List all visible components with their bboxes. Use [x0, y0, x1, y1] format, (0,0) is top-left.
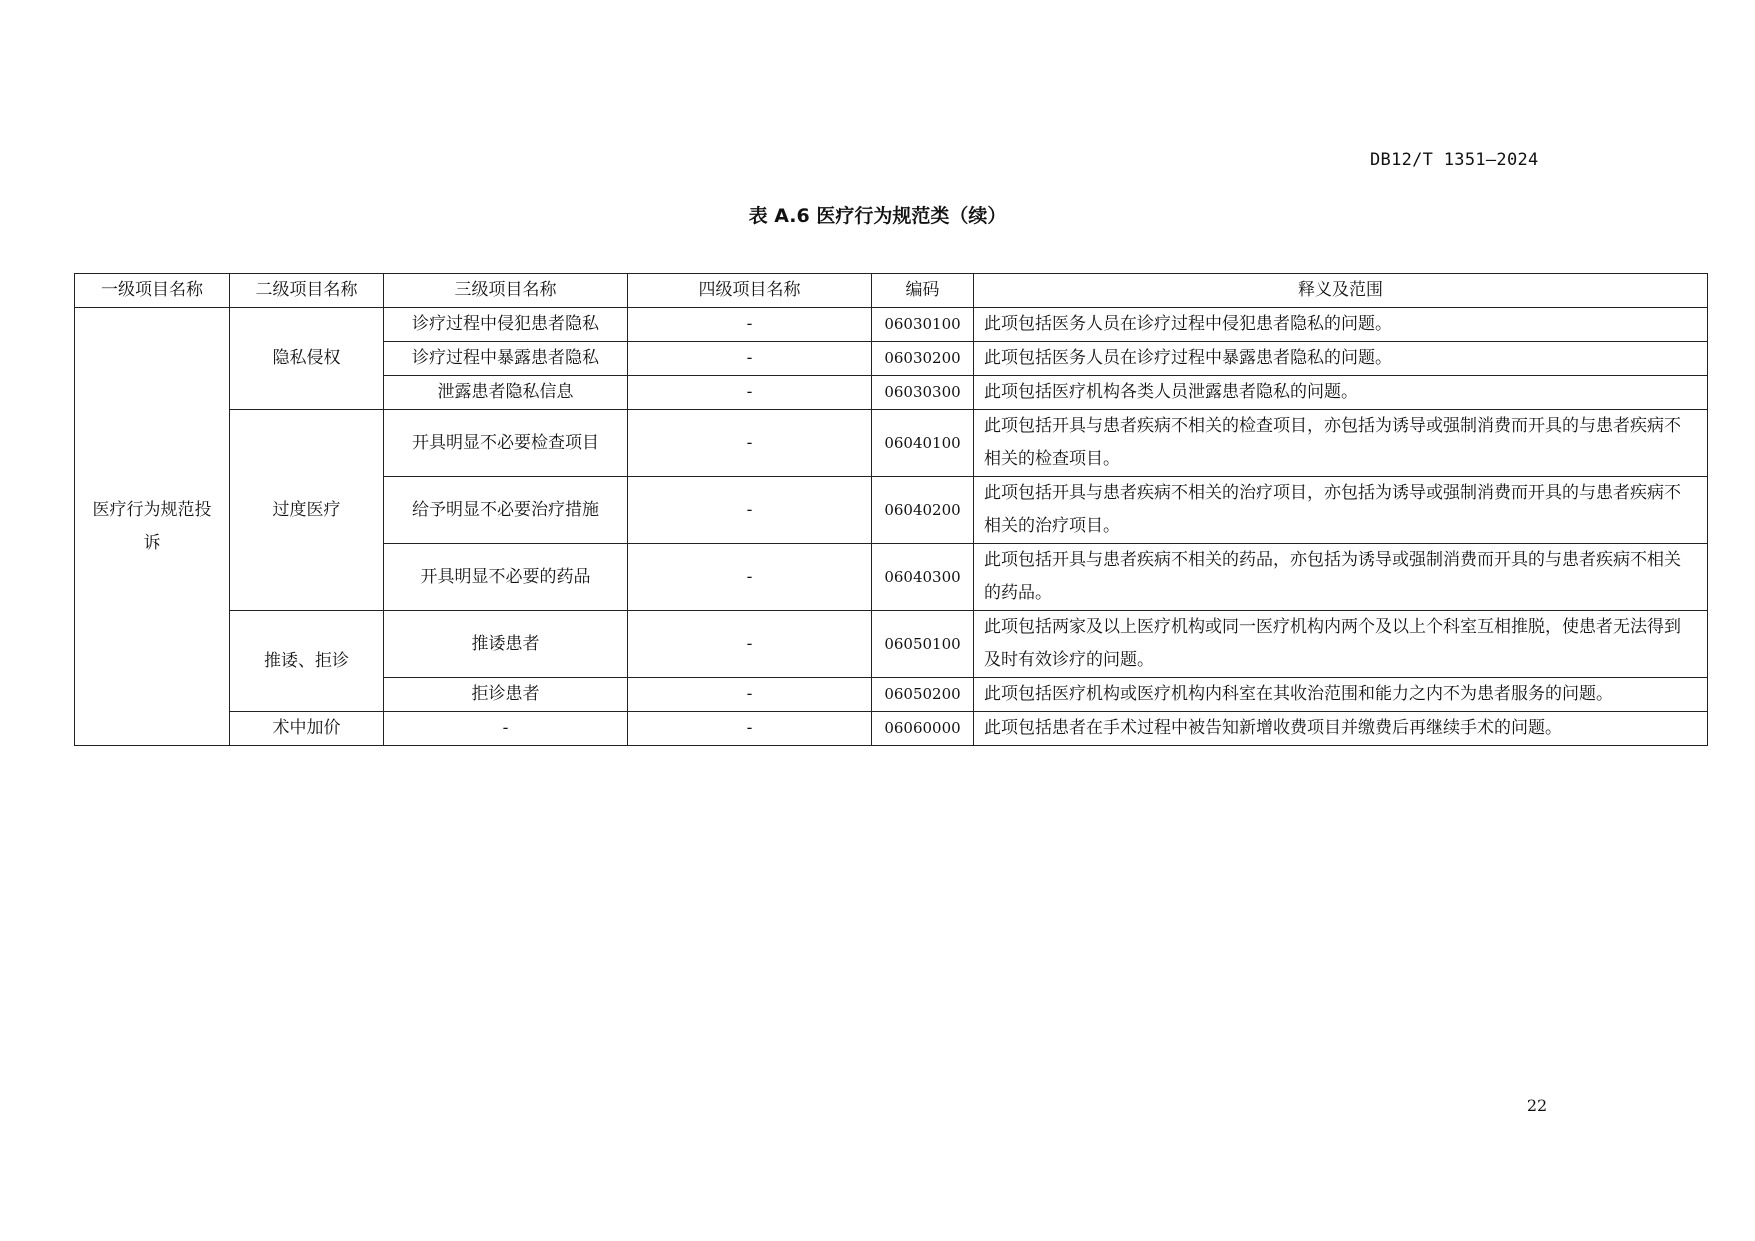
level4-cell: - [628, 611, 872, 678]
level4-cell: - [628, 376, 872, 410]
level3-cell: 拒诊患者 [384, 678, 628, 712]
column-header: 一级项目名称 [75, 274, 230, 308]
code-cell: 06040300 [872, 544, 974, 611]
table-row [75, 611, 1708, 678]
level3-cell: 开具明显不必要检查项目 [384, 410, 628, 477]
description-cell: 此项包括医务人员在诊疗过程中侵犯患者隐私的问题。 [974, 308, 1708, 342]
level3-cell: 推诿患者 [384, 611, 628, 678]
code-cell: 06040100 [872, 410, 974, 477]
level3-cell: - [384, 712, 628, 746]
level2-cell: 过度医疗 [230, 410, 384, 611]
column-header: 四级项目名称 [628, 274, 872, 308]
level2-cell: 隐私侵权 [230, 308, 384, 410]
code-cell: 06030200 [872, 342, 974, 376]
level3-cell: 诊疗过程中暴露患者隐私 [384, 342, 628, 376]
level3-cell: 开具明显不必要的药品 [384, 544, 628, 611]
level4-cell: - [628, 410, 872, 477]
code-cell: 06030300 [872, 376, 974, 410]
level3-cell: 给予明显不必要治疗措施 [384, 477, 628, 544]
level4-cell: - [628, 342, 872, 376]
code-cell: 06050200 [872, 678, 974, 712]
description-cell: 此项包括医务人员在诊疗过程中暴露患者隐私的问题。 [974, 342, 1708, 376]
level4-cell: - [628, 712, 872, 746]
classification-table [74, 273, 1708, 746]
level4-cell: - [628, 308, 872, 342]
table-row [75, 308, 1708, 342]
code-cell: 06050100 [872, 611, 974, 678]
page-number: 22 [1526, 1096, 1548, 1115]
column-header: 二级项目名称 [230, 274, 384, 308]
level2-cell: 术中加价 [230, 712, 384, 746]
code-cell: 06030100 [872, 308, 974, 342]
description-cell: 此项包括医疗机构各类人员泄露患者隐私的问题。 [974, 376, 1708, 410]
column-header: 三级项目名称 [384, 274, 628, 308]
column-header: 释义及范围 [974, 274, 1708, 308]
description-cell: 此项包括开具与患者疾病不相关的检查项目，亦包括为诱导或强制消费而开具的与患者疾病不相关的检查项目。 [974, 410, 1708, 477]
level4-cell: - [628, 678, 872, 712]
description-cell: 此项包括医疗机构或医疗机构内科室在其收治范围和能力之内不为患者服务的问题。 [974, 678, 1708, 712]
code-cell: 06040200 [872, 477, 974, 544]
level4-cell: - [628, 544, 872, 611]
table-title: 表 A.6 医疗行为规范类（续） [748, 205, 1007, 227]
standard-code: DB12/T 1351—2024 [1370, 150, 1539, 170]
description-cell: 此项包括两家及以上医疗机构或同一医疗机构内两个及以上个科室互相推脱，使患者无法得到及时有效诊疗的问题。 [974, 611, 1708, 678]
level2-cell: 推诿、拒诊 [230, 611, 384, 712]
level1-cell: 医疗行为规范投诉 [75, 308, 230, 746]
level3-cell: 诊疗过程中侵犯患者隐私 [384, 308, 628, 342]
table-header-row [75, 274, 1708, 308]
description-cell: 此项包括开具与患者疾病不相关的药品，亦包括为诱导或强制消费而开具的与患者疾病不相关的药品。 [974, 544, 1708, 611]
column-header: 编码 [872, 274, 974, 308]
description-cell: 此项包括开具与患者疾病不相关的治疗项目，亦包括为诱导或强制消费而开具的与患者疾病不相关的治疗项目。 [974, 477, 1708, 544]
table-row [75, 410, 1708, 477]
description-cell: 此项包括患者在手术过程中被告知新增收费项目并缴费后再继续手术的问题。 [974, 712, 1708, 746]
level4-cell: - [628, 477, 872, 544]
table-row [75, 712, 1708, 746]
level3-cell: 泄露患者隐私信息 [384, 376, 628, 410]
code-cell: 06060000 [872, 712, 974, 746]
